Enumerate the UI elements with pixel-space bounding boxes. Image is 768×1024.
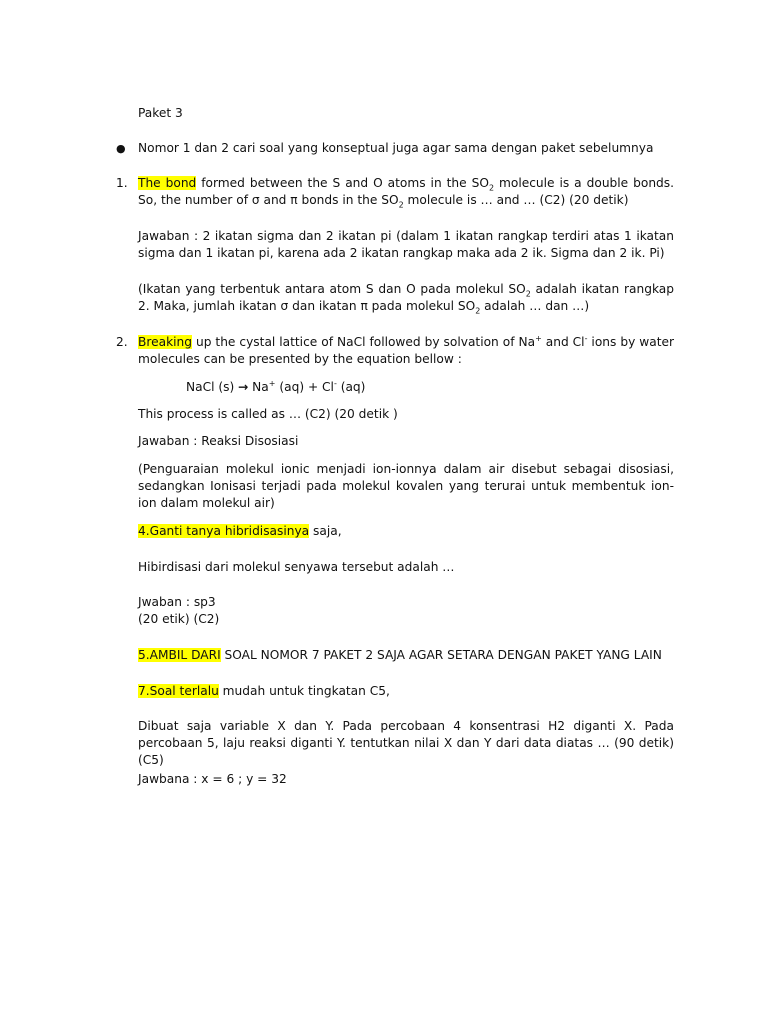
q2-equation (186, 379, 674, 396)
q1-text-c: molecule is … and … (C2) (20 detik) (403, 193, 629, 207)
bullet-note: Nomor 1 dan 2 cari soal yang konseptual juga agar sama dengan paket sebelumnya (138, 141, 654, 155)
q7-rest: mudah untuk tingkatan C5, (218, 684, 390, 698)
q2-answer: Jawaban : Reaksi Disosiasi (138, 434, 299, 448)
q2-text-c: ions by water molecules can be presented by the equation bellow : (138, 335, 674, 366)
q1-text-b: molecule is a double bonds. So, the number of σ and π bonds in the SO (138, 176, 675, 207)
q2-eq-na: Na (248, 380, 269, 394)
q7-highlight: 7.Soal terlalu (138, 684, 219, 698)
q5-rest: SOAL NOMOR 7 PAKET 2 SAJA AGAR SETARA DENGAN PAKET YANG LAIN (220, 648, 662, 662)
q2-eq-end: (aq) (336, 380, 366, 394)
q1-translation-sub-b: 2 (475, 306, 481, 316)
q1-sub-a: 2 (488, 183, 495, 193)
q2-eq-left: NaCl (s) (186, 380, 239, 394)
q1-translation-b: adalah ikatan rangkap 2. Maka, jumlah ikatan σ dan ikatan π pada molekul SO (138, 282, 674, 313)
q2-text-a: up the cystal lattice of NaCl followed by solvation of Na (191, 335, 536, 349)
q1-translation-c: adalah … dan …) (480, 299, 590, 313)
q2-sup-plus: + (535, 333, 542, 343)
q2-number: 2. (116, 335, 128, 349)
q4-answer-line2: (20 etik) (C2) (138, 612, 220, 626)
q4-answer-line1: Jwaban : sp3 (138, 595, 216, 609)
q1-highlight: The bond (138, 176, 197, 190)
q1-translation-sub-a: 2 (525, 289, 531, 299)
q2-question (138, 334, 674, 368)
q2-process: This process is called as … (C2) (20 detik ) (138, 407, 398, 421)
q4-question: Hibirdisasi dari molekul senyawa tersebut adalah … (138, 560, 455, 574)
q7-heading (138, 683, 674, 700)
q2-highlight: Breaking (138, 335, 192, 349)
q4-rest: saja, (309, 524, 342, 538)
q2-eq-sup-minus: - (333, 378, 337, 388)
page-title: Paket 3 (138, 106, 183, 120)
q2-eq-sup-plus: + (268, 378, 276, 388)
q4-highlight: 4.Ganti tanya hibridisasinya (138, 524, 310, 538)
q1-translation-a: (Ikatan yang terbentuk antara atom S dan O pada molekul SO (138, 282, 526, 296)
q1-translation (138, 281, 674, 315)
q2-text-b: and Cl (541, 335, 585, 349)
q2-explanation: (Penguaraian molekul ionic menjadi ion-ionnya dalam air disebut sebagai disosiasi, sedangkan Ionisasi terjadi pada molekul kovalen yang terurai untuk membentuk ion-ion dalam molekul air) (138, 462, 674, 510)
reaction-arrow-icon: → (238, 380, 249, 394)
q1-sub-b: 2 (398, 200, 404, 210)
q1-text-a: formed between the S and O atoms in the SO (196, 176, 489, 190)
q4-heading (138, 523, 674, 540)
q1-answer: Jawaban : 2 ikatan sigma dan 2 ikatan pi (dalam 1 ikatan rangkap terdiri atas 1 ikatan sigma dan 1 ikatan pi, karena ada 2 ikatan rangkap maka ada 2 ik. Sigma dan 2 ik. Pi) (138, 229, 674, 260)
q7-question: Dibuat saja variable X dan Y. Pada percobaan 4 konsentrasi H2 diganti X. Pada percobaan 5, laju reaksi diganti Y. tentutkan nilai X dan Y dari data diatas … (90 detik) (C5) (138, 719, 674, 767)
q5-highlight: 5.AMBIL DARI (138, 648, 221, 662)
q2-eq-cl: (aq) + Cl (275, 380, 334, 394)
q1-question (138, 175, 674, 209)
q1-number: 1. (116, 176, 128, 190)
bullet-icon: ● (116, 142, 126, 155)
q5-heading (138, 647, 674, 664)
q7-answer: Jawbana : x = 6 ; y = 32 (138, 772, 287, 786)
q2-sup-minus: - (584, 333, 588, 343)
